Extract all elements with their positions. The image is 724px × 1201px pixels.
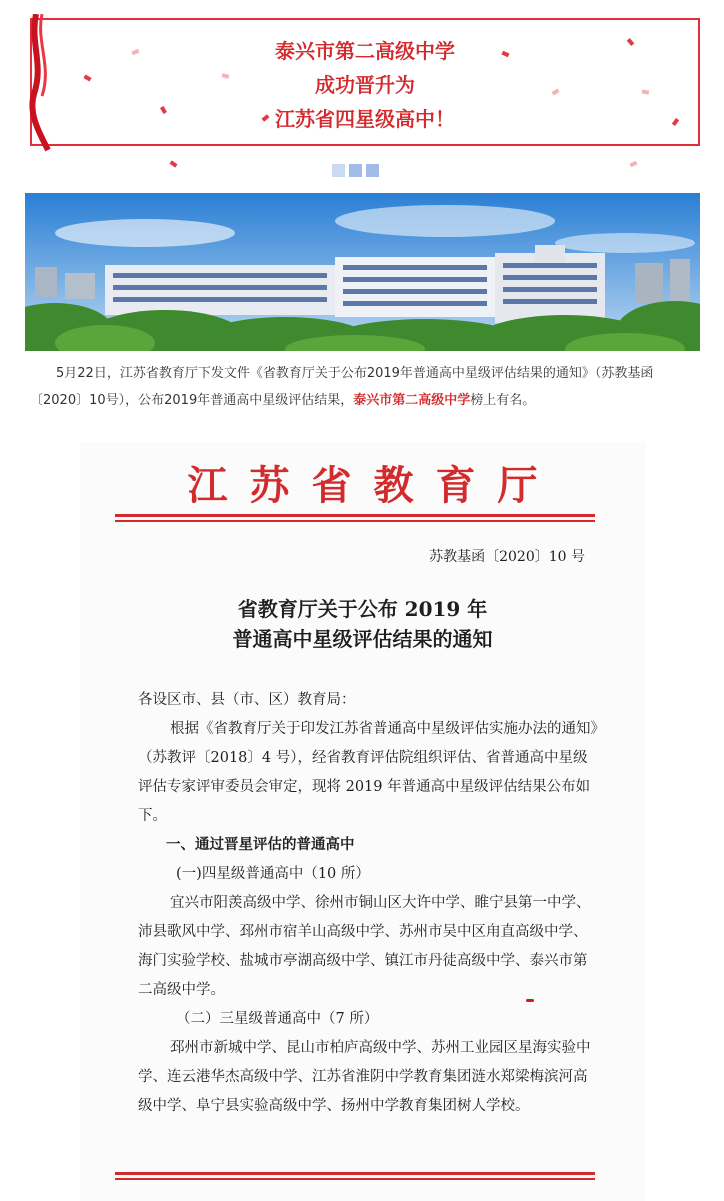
document-header: 江苏省教育厅 <box>187 462 560 509</box>
footer-divider <box>115 1172 595 1175</box>
body-paragraph: 根据《省教育厅关于印发江苏省普通高中星级评估实施办法的通知》（苏教评〔2018〕4 号），经省教育评估院组织评估、省普通高中星级评估专家评审委员会审定，现将 2019 年普通高中星级评估结果公布如下。 <box>138 721 598 824</box>
banner-line-3: 江苏省四星级高中！ <box>275 107 455 131</box>
intro-text-end: 榜上有名。 <box>470 393 536 408</box>
underlined-school-name: 泰兴市第二高级中学 <box>138 953 588 998</box>
subsection-heading: （二）三星级普通高中（7 所） <box>176 1011 379 1027</box>
intro-text: 5月22日，江苏省教育厅下发文件《省教育厅关于公布2019年普通高中星级评估结果的通知》（苏教基函〔2020〕10号），公布2019年普通高中星级评估结果， <box>30 366 654 408</box>
subsection-heading: (一)四星级普通高中（10 所） <box>176 866 370 882</box>
header-divider <box>115 520 595 522</box>
section-heading: 一、通过晋星评估的普通高中 <box>166 837 355 853</box>
carousel-dot[interactable] <box>332 164 345 177</box>
document-number: 苏教基函〔2020〕10 号 <box>429 549 585 565</box>
document-title <box>80 594 645 654</box>
school-list-four-star <box>138 889 600 1005</box>
confetti-decoration <box>169 160 177 167</box>
banner-line-1: 泰兴市第二高级中学 <box>275 39 455 63</box>
school-list-end: 。 <box>210 982 225 998</box>
document-title-line-2: 普通高中星级评估结果的通知 <box>232 627 493 651</box>
document-body <box>138 686 600 1121</box>
intro-paragraph <box>30 360 695 414</box>
salutation: 各设区市、县（市、区）教育局： <box>138 692 356 708</box>
carousel-indicator <box>332 164 379 177</box>
school-list-three-star: 邳州市新城中学、昆山市柏庐高级中学、苏州工业园区星海实验中学、连云港华杰高级中学、江苏省淮阴中学教育集团涟水郑梁梅滨河高级中学、阜宁县实验高级中学、扬州中学教育集团树人学校。 <box>138 1040 591 1114</box>
campus-panorama-image <box>25 193 700 351</box>
carousel-dot-active[interactable] <box>349 164 362 177</box>
school-name-highlight: 泰兴市第二高级中学 <box>353 393 471 408</box>
school-list-text: 宜兴市阳羡高级中学、徐州市铜山区大许中学、睢宁县第一中学、沛县歌风中学、邳州市宿羊山高级中学、苏州市吴中区甪直高级中学、海门实验学校、盐城市亭湖高级中学、镇江市丹徒高级中学、 <box>138 895 591 969</box>
banner-text <box>32 34 698 136</box>
announcement-banner <box>30 18 700 146</box>
banner-line-2: 成功晋升为 <box>315 73 415 97</box>
document-title-line-1: 省教育厅关于公布 2019 年 <box>237 597 488 621</box>
campus-photo <box>25 193 700 351</box>
footer-divider <box>115 1178 595 1180</box>
header-divider <box>115 514 595 517</box>
confetti-decoration <box>629 161 637 168</box>
carousel-dot[interactable] <box>366 164 379 177</box>
official-document-image <box>80 442 645 1201</box>
